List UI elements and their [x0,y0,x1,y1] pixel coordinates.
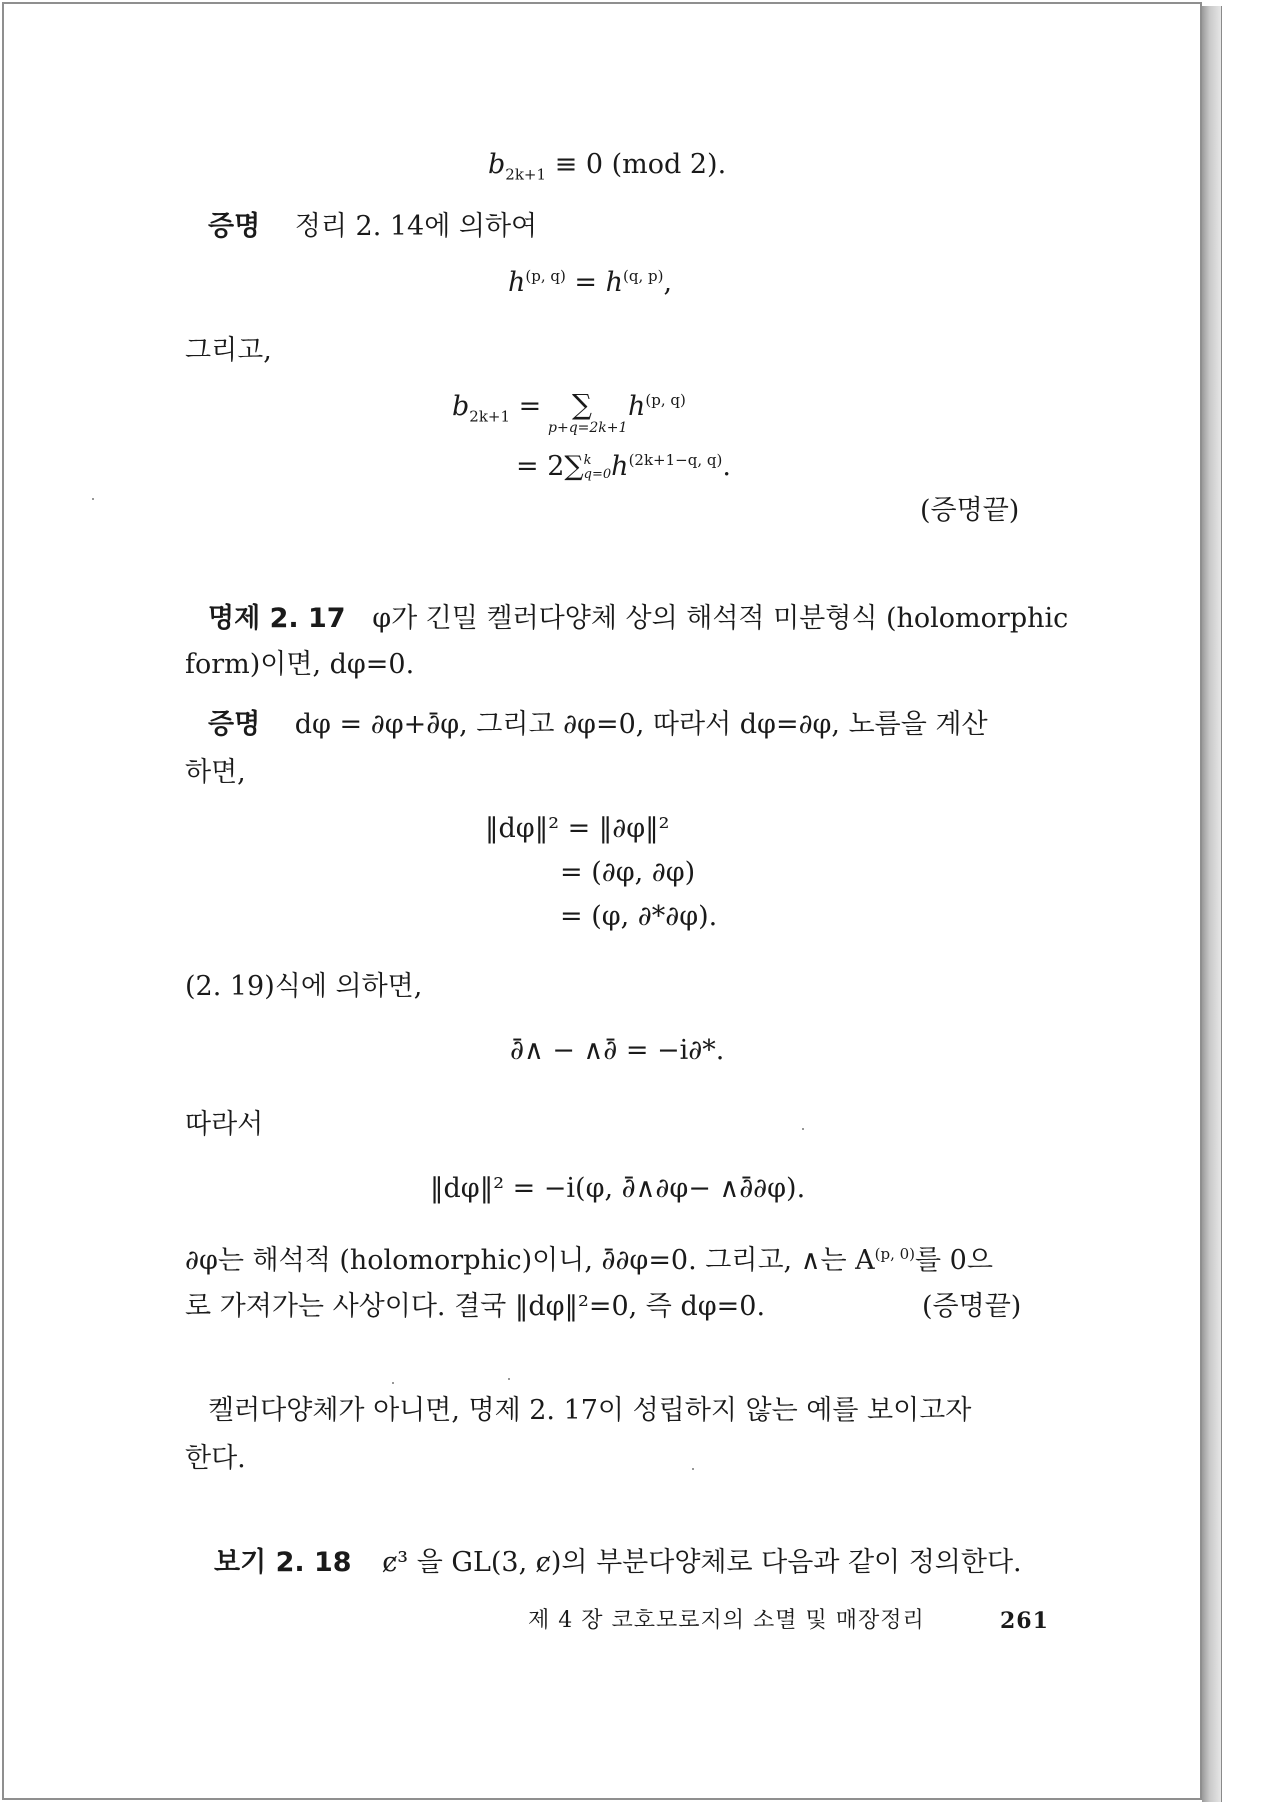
eq-h-a: h [508,267,526,298]
eq-sum-line2-end: . [722,451,731,482]
proof2-cont: 하면, [185,757,246,788]
eq-top-rhs: ≡ 0 (mod 2). [546,149,727,180]
proof2-text: dφ = ∂φ+∂̄φ, 그리고 ∂φ=0, 따라서 dφ=∂φ, 노름을 계산 [294,709,988,740]
eq-h-eq: = [565,267,606,298]
norm-eq-3: = (φ, ∂*∂φ). [560,901,718,932]
eq-h-a-sup: (p, q) [525,267,566,285]
equation-hodge-symmetry [508,266,672,300]
proof2-label: 증명 [208,709,261,740]
sum-term [628,390,686,424]
prop-text: φ가 긴밀 켈러다양체 상의 해석적 미분형식 (holomorphic [372,603,1069,634]
example-text: ȼ³ 을 GL(3, ȼ)의 부분다양체로 다음과 같이 정의한다. [382,1547,1022,1578]
para1-line1-b: 를 0으 [915,1245,993,1276]
eq-sum-line2-sub: q=0 [583,466,612,482]
running-footer-chapter: 제 4 장 코호모로지의 소멸 및 매장정리 [528,1608,925,1633]
eq-sum-lhs-sub: 2k+1 [469,407,511,426]
paragraph2-line2: 한다. [185,1443,246,1474]
paragraph1-line1 [185,1244,993,1278]
eq-sum-line2-term-sup: (2k+1−q, q) [628,451,723,469]
proposition-2-17 [208,602,1068,636]
geurigo-1: 그리고, [185,335,272,366]
eq-h-b: h [605,267,624,298]
sigma-symbol: ∑ [572,388,592,421]
eq-sum-eq: = [510,391,542,422]
eq-sum-line2-sup: k [583,452,592,468]
equation-b2k1-mod2 [488,148,726,182]
ttaraseo: 따라서 [185,1109,264,1140]
para1-line1-sup: (p, 0) [874,1245,916,1263]
norm-eq-2: = (∂φ, ∂φ) [560,857,696,888]
eq-h-end: , [663,267,673,298]
sum-term-h: h [628,391,646,422]
proof2-line [208,708,988,742]
qed-marker-1: (증명끝) [920,495,1020,526]
proposition-2-17-cont: form)이면, dφ=0. [185,649,415,680]
sum-term-sup: (p, q) [645,391,686,409]
eq-top-lhs-sub: 2k+1 [505,165,547,184]
eq-top-lhs: b [488,149,506,180]
equation-norm-squared: ‖dφ‖² = −i(φ, ∂̄∧∂φ− ∧∂̄∂φ). [430,1173,806,1204]
qed-marker-2: (증명끝) [922,1291,1022,1322]
equation-betti-sum-line2 [516,450,731,484]
scan-speck [392,1382,394,1384]
equation-betti-sum-line1 [452,390,541,424]
sigma-subscript: p+q=2k+1 [548,420,628,436]
scan-speck [92,498,94,500]
equation-commutator: ∂̄∧ − ∧∂̄ = −i∂*. [510,1035,725,1066]
norm-eq-1: ‖dφ‖² = ‖∂φ‖² [485,813,670,844]
proof1-label: 증명 [208,211,261,242]
example-2-18 [214,1546,1022,1580]
eq-sum-line2-term: h [611,451,629,482]
eq-sum-lhs: b [452,391,470,422]
page-edge-shadow [1202,6,1222,1802]
proof1-text: 정리 2. 14에 의하여 [294,211,538,242]
example-label: 보기 2. 18 [214,1547,352,1578]
scan-speck [802,1128,804,1130]
scan-speck [692,1468,694,1470]
paragraph2-line1: 켈러다양체가 아니면, 명제 2. 17이 성립하지 않는 예를 보이고자 [208,1395,972,1426]
eq-sum-line2-eq: = 2∑ [516,451,584,482]
para1-line1-a: ∂φ는 해석적 (holomorphic)이니, ∂̄∂φ=0. 그리고, ∧는 A [185,1245,875,1276]
proof1-line [208,210,537,244]
by-equation-2-19: (2. 19)식에 의하면, [185,971,423,1002]
prop-label: 명제 2. 17 [208,603,346,634]
eq-h-b-sup: (q, p) [623,267,664,285]
page-number: 261 [1000,1608,1049,1634]
paragraph1-line2: 로 가져가는 사상이다. 결국 ‖dφ‖²=0, 즉 dφ=0. [185,1291,766,1322]
scan-speck [508,1378,510,1380]
